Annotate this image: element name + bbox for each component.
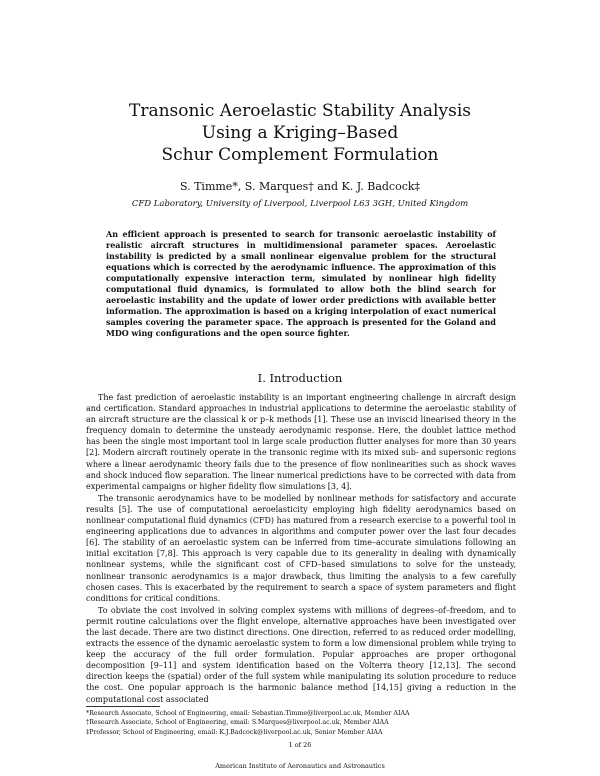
paragraph: The fast prediction of aeroelastic instability is an important engineering challenge in aircraft design and certification. Standard approaches in industrial applications to determine the aeroelastic stability of an aircraft structure are the classical k or p–k methods [1]. These use an inviscid linearised theory in the frequency domain to determine the unsteady aerodynamic response. Here, the doublet lattice method has been the single most important tool in large scale production flutter analyses for more than 30 years [2]. Modern aircraft routinely operate in the transonic regime with its mixed sub- and supersonic regions where a linear aerodynamic theory fails due to the presence of flow nonlinearities such as shock waves and shock induced flow separation. The linear numerical predictions have to be corrected with data from experimental campaigns or higher fidelity flow simulations [3, 4]. (86, 393, 516, 491)
footnote: †Research Associate, School of Engineering, email: S.Marques@liverpool.ac.uk, Member AIAA (86, 719, 389, 727)
section-heading: I. Introduction (257, 371, 343, 385)
paper-title (0, 100, 600, 166)
author-list: S. Timme*, S. Marques† and K. J. Badcock‡ (179, 180, 421, 193)
paragraph: To obviate the cost involved in solving complex systems with millions of degrees–of–freedom, and to permit routine calculations over the flight envelope, alternative approaches have been investigated over the last decade. There are two distinct directions. One direction, referred to as reduced order modelling, extracts the essence of the dynamic aeroelastic system to form a low dimensional problem while trying to keep the accuracy of the full order formulation. Popular approaches are proper orthogonal decomposition [9–11] and system identification based on the Volterra theory [12,13]. The second direction keeps the (spatial) order of the full system while manipulating its solution procedure to reduce the cost. One popular approach is the harmonic balance method [14,15] giving a reduction in the computational cost associated (86, 605, 516, 704)
paragraph: The transonic aerodynamics have to be modelled by nonlinear methods for satisfactory and accurate results [5]. The use of computational aeroelasticity employing high fidelity aerodynamics based on nonlinear computational fluid dynamics (CFD) has matured from a research exercise to a powerful tool in engineering applications due to advances in algorithms and computer power over the last four decades [6]. The stability of an aeroelastic system can be inferred from time–accurate simulations following an initial excitation [7,8]. This approach is very capable due to its generality in dealing with dynamically nonlinear systems, while the significant cost of CFD–based simulations to solve for the unsteady, nonlinear transonic aerodynamics is a major drawback, thus limiting the analysis to a few carefully chosen cases. This is exacerbated by the requirement to search a space of system parameters and flight conditions for critical conditions. (86, 493, 516, 603)
page-footer: American Institute of Aeronautics and Astronautics (215, 762, 385, 770)
title-line-3: Schur Complement Formulation (161, 145, 439, 165)
footnote: ‡Professor, School of Engineering, email: K.J.Badcock@liverpool.ac.uk, Senior Member AIAA (86, 728, 383, 736)
abstract: An efficient approach is presented to search for transonic aeroelastic instability of realistic aircraft structures in multidimensional parameter spaces. Aeroelastic instability is predicted by a small nonlinear eigenvalue problem for the structural equations which is corrected by the aerodynamic influence. The approximation of this computationally expensive interaction term, simulated by nonlinear high fidelity computational fluid dynamics, is formulated to allow both the blind search for aeroelastic instability and the update of lower order predictions with available better information. The approximation is based on a kriging interpolation of exact numerical samples covering the parameter space. The approach is presented for the Goland and MDO wing configurations and the open source fighter. (106, 229, 496, 338)
title-line-1: Transonic Aeroelastic Stability Analysis (128, 101, 471, 121)
affiliation: CFD Laboratory, University of Liverpool, Liverpool L63 3GH, United Kingdom (131, 199, 469, 209)
footnote-rule (86, 706, 160, 707)
page-number: 1 of 26 (288, 741, 312, 749)
footnote: *Research Associate, School of Engineering, email: Sebastian.Timme@liverpool.ac.uk, Member AIAA (86, 710, 410, 717)
footnotes (86, 709, 516, 737)
title-line-2: Using a Kriging–Based (201, 123, 399, 143)
body-text (86, 392, 516, 706)
